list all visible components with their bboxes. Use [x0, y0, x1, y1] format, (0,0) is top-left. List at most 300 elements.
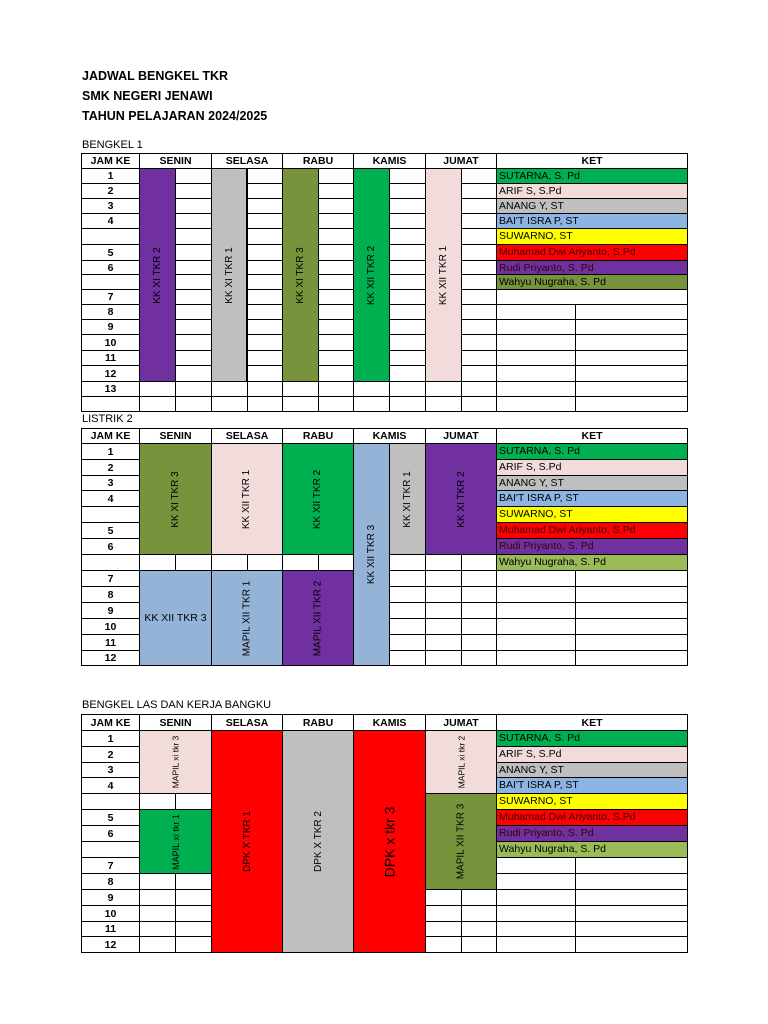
day-header-rabu: RABU	[282, 714, 354, 731]
grid-cell	[318, 260, 354, 275]
jam-cell: 1	[81, 168, 140, 184]
ket-cell	[575, 381, 688, 397]
grid-cell	[389, 634, 426, 651]
section-label-bengkel-las: BENGKEL LAS DAN KERJA BANGKU	[82, 699, 272, 711]
ket-cell	[575, 304, 688, 320]
teacher-legend: Muhamad Dwi Ariyanto, S.Pd	[496, 809, 688, 826]
day-header-kamis: KAMIS	[353, 153, 426, 169]
grid-cell	[425, 586, 462, 603]
block-label: KK XII TKR 1	[241, 469, 253, 529]
jam-cell: 2	[81, 746, 140, 763]
grid-cell	[175, 183, 212, 199]
grid-cell	[389, 260, 426, 275]
grid-cell	[139, 873, 176, 890]
day-header-rabu: RABU	[282, 428, 354, 444]
grid-cell	[389, 228, 426, 245]
schedule-block	[425, 168, 462, 382]
grid-cell	[461, 334, 497, 351]
grid-cell	[461, 183, 497, 199]
grid-cell	[461, 554, 497, 571]
day-header-rabu: RABU	[282, 153, 354, 169]
grid-cell	[389, 365, 426, 382]
grid-cell	[461, 396, 497, 412]
teacher-legend: ANANG Y, ST	[496, 762, 688, 778]
block-label: KK XI TKR 1	[223, 246, 235, 304]
jam-cell: 1	[81, 443, 140, 460]
grid-cell	[461, 586, 497, 603]
grid-cell	[318, 319, 354, 335]
schedule-block	[353, 730, 426, 953]
jam-cell: 6	[81, 825, 140, 842]
grid-cell	[425, 618, 462, 635]
grid-cell	[389, 396, 426, 412]
grid-cell	[282, 554, 319, 571]
grid-cell	[175, 905, 212, 922]
grid-cell	[389, 244, 426, 261]
grid-cell	[461, 650, 497, 666]
jam-cell: 2	[81, 183, 140, 199]
jam-cell: 11	[81, 350, 140, 366]
grid-cell	[389, 198, 426, 214]
grid-cell	[175, 793, 212, 810]
grid-cell	[461, 198, 497, 214]
grid-cell	[318, 334, 354, 351]
grid-cell	[389, 350, 426, 366]
ket-cell	[496, 396, 576, 412]
ket-cell	[496, 889, 576, 906]
ket-cell	[496, 921, 576, 937]
ket-cell	[575, 334, 688, 351]
ket-cell	[496, 570, 576, 587]
ket-cell	[496, 586, 576, 603]
grid-cell	[389, 304, 426, 320]
section-label-listrik-2: LISTRIK 2	[82, 413, 133, 425]
grid-cell	[282, 381, 319, 397]
grid-cell	[389, 570, 426, 587]
teacher-legend: ARIF S, S.Pd	[496, 746, 688, 763]
grid-cell	[175, 213, 212, 229]
grid-cell	[175, 889, 212, 906]
jam-cell: 5	[81, 809, 140, 826]
day-header-selasa: SELASA	[211, 714, 283, 731]
grid-cell	[461, 602, 497, 619]
grid-cell	[175, 304, 212, 320]
grid-cell	[389, 183, 426, 199]
jam-cell: 13	[81, 381, 140, 397]
grid-cell	[175, 350, 212, 366]
block-label: MAPIL xi tkr 2	[456, 735, 466, 789]
jam-cell: 12	[81, 936, 140, 953]
grid-cell	[425, 905, 462, 922]
jam-cell	[81, 274, 140, 290]
schedule-block	[139, 168, 176, 382]
grid-cell	[461, 889, 497, 906]
jam-cell: 11	[81, 921, 140, 937]
day-header-jumat: JUMAT	[425, 428, 497, 444]
grid-cell	[318, 396, 354, 412]
grid-cell	[247, 350, 283, 366]
grid-cell	[461, 319, 497, 335]
ket-cell	[575, 650, 688, 666]
day-header-kamis: KAMIS	[353, 428, 426, 444]
grid-cell	[389, 586, 426, 603]
grid-cell	[389, 168, 426, 184]
grid-cell	[247, 228, 283, 245]
grid-cell	[425, 570, 462, 587]
jam-cell	[81, 506, 140, 523]
ket-cell	[496, 857, 576, 874]
schedule-block	[389, 443, 426, 555]
teacher-legend: Wahyu Nugraha, S. Pd	[496, 274, 688, 290]
grid-cell	[282, 396, 319, 412]
ket-cell	[496, 381, 576, 397]
block-label: KK XII TKR 2	[312, 469, 324, 529]
jam-cell: 9	[81, 602, 140, 619]
grid-cell	[211, 396, 248, 412]
grid-cell	[425, 889, 462, 906]
grid-cell	[139, 381, 176, 397]
grid-cell	[461, 634, 497, 651]
schedule-block	[425, 730, 497, 794]
block-label: MAPIL XII TKR 2	[312, 580, 324, 656]
schedule-block	[211, 168, 247, 382]
schedule-block	[139, 570, 212, 666]
grid-cell	[175, 936, 212, 953]
grid-cell	[318, 365, 354, 382]
schedule-block	[353, 168, 390, 382]
block-label: DPK X TKR 1	[241, 811, 253, 872]
grid-cell	[461, 618, 497, 635]
grid-cell	[461, 381, 497, 397]
ket-cell	[575, 350, 688, 366]
grid-cell	[425, 554, 462, 571]
grid-cell	[389, 213, 426, 229]
ket-cell	[496, 650, 576, 666]
grid-cell	[461, 365, 497, 382]
jam-cell: 3	[81, 198, 140, 214]
jam-cell: 3	[81, 475, 140, 491]
ket-cell	[575, 873, 688, 890]
day-header-selasa: SELASA	[211, 153, 283, 169]
jam-cell: 6	[81, 260, 140, 275]
grid-cell	[139, 554, 176, 571]
grid-cell	[247, 289, 283, 305]
jam-cell	[81, 793, 140, 810]
grid-cell	[175, 274, 212, 290]
jam-cell: 7	[81, 289, 140, 305]
ket-cell	[496, 634, 576, 651]
grid-cell	[461, 168, 497, 184]
jam-cell: 3	[81, 762, 140, 778]
grid-cell	[425, 396, 462, 412]
jam-cell: 4	[81, 490, 140, 507]
schedule-block	[353, 443, 390, 666]
grid-cell	[389, 602, 426, 619]
ket-cell	[496, 936, 576, 953]
grid-cell	[247, 396, 283, 412]
jam-cell: 1	[81, 730, 140, 747]
schedule-block	[282, 168, 319, 382]
schedule-block	[425, 793, 497, 890]
ket-header: KET	[496, 714, 688, 731]
schedule-block	[211, 443, 283, 555]
block-label: DPK X TKR 2	[312, 811, 324, 872]
grid-cell	[175, 873, 212, 890]
teacher-legend: Rudi Priyanto, S. Pd	[496, 825, 688, 842]
ket-cell	[575, 319, 688, 335]
ket-cell	[496, 365, 576, 382]
grid-cell	[461, 213, 497, 229]
grid-cell	[389, 381, 426, 397]
block-label: KK XII TKR 3	[366, 524, 378, 585]
teacher-legend: BAI'T ISRA P, ST	[496, 777, 688, 794]
schedule-block	[282, 443, 354, 555]
ket-cell	[496, 618, 576, 635]
grid-cell	[175, 228, 212, 245]
grid-cell	[139, 921, 176, 937]
jam-cell	[81, 396, 140, 412]
grid-cell	[318, 350, 354, 366]
grid-cell	[461, 350, 497, 366]
grid-cell	[175, 260, 212, 275]
jam-ke-header: JAM KE	[81, 428, 140, 444]
teacher-legend: Muhamad Dwi Ariyanto, S.Pd	[496, 244, 688, 261]
grid-cell	[247, 213, 283, 229]
grid-cell	[318, 198, 354, 214]
grid-cell	[353, 396, 390, 412]
ket-cell	[496, 304, 576, 320]
jam-cell: 10	[81, 905, 140, 922]
grid-cell	[461, 244, 497, 261]
grid-cell	[247, 554, 283, 571]
grid-cell	[318, 244, 354, 261]
jam-cell: 12	[81, 650, 140, 666]
grid-cell	[247, 183, 283, 199]
ket-cell	[575, 365, 688, 382]
schedule-block	[211, 730, 283, 953]
teacher-legend: BAI'T ISRA P, ST	[496, 213, 688, 229]
ket-cell	[575, 857, 688, 874]
grid-cell	[175, 289, 212, 305]
ket-cell	[575, 936, 688, 953]
grid-cell	[461, 260, 497, 275]
ket-header: KET	[496, 428, 688, 444]
grid-cell	[461, 289, 497, 305]
jam-cell	[81, 228, 140, 245]
teacher-legend: ANANG Y, ST	[496, 475, 688, 491]
block-label: KK XI TKR 2	[455, 470, 467, 528]
block-label: KK XI TKR 3	[295, 246, 307, 304]
block-label: MAPIL XII TKR 3	[455, 803, 467, 880]
block-label: MAPIL xi tkr 1	[170, 813, 181, 870]
grid-cell	[425, 381, 462, 397]
block-label: KK XI TKR 1	[402, 470, 414, 528]
ket-cell	[575, 921, 688, 937]
jam-cell: 9	[81, 889, 140, 906]
block-label: DPK x tkr 3	[381, 806, 398, 877]
ket-cell	[575, 602, 688, 619]
teacher-legend: ARIF S, S.Pd	[496, 183, 688, 199]
ket-header: KET	[496, 153, 688, 169]
teacher-legend: Muhamad Dwi Ariyanto, S.Pd	[496, 522, 688, 539]
teacher-legend: BAI'T ISRA P, ST	[496, 490, 688, 507]
grid-cell	[139, 396, 176, 412]
teacher-legend: Wahyu Nugraha, S. Pd	[496, 841, 688, 858]
teacher-legend: Rudi Priyanto, S. Pd	[496, 260, 688, 275]
grid-cell	[175, 396, 212, 412]
grid-cell	[175, 168, 212, 184]
grid-cell	[389, 650, 426, 666]
block-label: KK XII TKR 1	[438, 245, 450, 305]
jam-cell: 10	[81, 618, 140, 635]
grid-cell	[211, 554, 248, 571]
block-label: KK XII TKR 3	[144, 612, 207, 624]
ket-cell	[496, 350, 576, 366]
grid-cell	[247, 304, 283, 320]
ket-cell	[575, 618, 688, 635]
block-label: KK XI TKR 2	[152, 246, 164, 304]
grid-cell	[175, 334, 212, 351]
ket-cell	[575, 570, 688, 587]
grid-cell	[389, 554, 426, 571]
teacher-legend: SUWARNO, ST	[496, 793, 688, 810]
day-header-kamis: KAMIS	[353, 714, 426, 731]
grid-cell	[461, 274, 497, 290]
grid-cell	[318, 304, 354, 320]
grid-cell	[175, 198, 212, 214]
schedule-block	[139, 443, 212, 555]
schedule-block	[282, 730, 354, 953]
schedule-block	[139, 730, 212, 794]
teacher-legend: Wahyu Nugraha, S. Pd	[496, 554, 688, 571]
grid-cell	[425, 921, 462, 937]
schedule-block	[139, 809, 212, 874]
grid-cell	[318, 289, 354, 305]
grid-cell	[318, 213, 354, 229]
jam-cell	[81, 554, 140, 571]
grid-cell	[461, 921, 497, 937]
grid-cell	[461, 304, 497, 320]
jam-cell: 10	[81, 334, 140, 351]
ket-cell	[575, 889, 688, 906]
grid-cell	[318, 274, 354, 290]
teacher-legend: ARIF S, S.Pd	[496, 459, 688, 476]
grid-cell	[461, 905, 497, 922]
grid-cell	[247, 334, 283, 351]
jam-cell: 2	[81, 459, 140, 476]
grid-cell	[318, 381, 354, 397]
grid-cell	[389, 289, 426, 305]
day-header-selasa: SELASA	[211, 428, 283, 444]
grid-cell	[211, 381, 248, 397]
grid-cell	[318, 554, 354, 571]
ket-cell	[496, 602, 576, 619]
ket-cell	[496, 319, 576, 335]
jam-cell: 8	[81, 304, 140, 320]
jam-cell: 7	[81, 570, 140, 587]
grid-cell	[247, 168, 283, 184]
grid-cell	[318, 228, 354, 245]
grid-cell	[425, 602, 462, 619]
block-label: MAPIL XII TKR 1	[241, 580, 253, 656]
grid-cell	[318, 168, 354, 184]
jam-cell: 4	[81, 213, 140, 229]
jam-cell: 8	[81, 586, 140, 603]
grid-cell	[175, 244, 212, 261]
grid-cell	[175, 319, 212, 335]
grid-cell	[247, 274, 283, 290]
schedule-block	[425, 443, 497, 555]
jam-cell: 11	[81, 634, 140, 651]
grid-cell	[139, 793, 176, 810]
grid-cell	[175, 381, 212, 397]
grid-cell	[247, 365, 283, 382]
teacher-legend: SUWARNO, ST	[496, 506, 688, 523]
grid-cell	[175, 554, 212, 571]
grid-cell	[389, 334, 426, 351]
jam-cell: 4	[81, 777, 140, 794]
jam-ke-header: JAM KE	[81, 153, 140, 169]
jam-cell	[81, 841, 140, 858]
grid-cell	[461, 570, 497, 587]
teacher-legend: Rudi Priyanto, S. Pd	[496, 538, 688, 555]
section-label-bengkel-1: BENGKEL 1	[82, 139, 143, 151]
block-label: KK XII TKR 2	[366, 245, 378, 305]
grid-cell	[425, 936, 462, 953]
title-line-2: SMK NEGERI JENAWI	[82, 89, 213, 103]
jam-cell: 12	[81, 365, 140, 382]
grid-cell	[461, 228, 497, 245]
day-header-senin: SENIN	[139, 428, 212, 444]
grid-cell	[247, 260, 283, 275]
schedule-block	[211, 570, 283, 666]
grid-cell	[175, 921, 212, 937]
grid-cell	[389, 618, 426, 635]
ket-cell	[575, 586, 688, 603]
grid-cell	[425, 650, 462, 666]
ket-cell	[496, 905, 576, 922]
grid-cell	[139, 936, 176, 953]
ket-cell	[496, 873, 576, 890]
title-line-1: JADWAL BENGKEL TKR	[82, 69, 229, 83]
grid-cell	[139, 889, 176, 906]
grid-cell	[247, 381, 283, 397]
day-header-senin: SENIN	[139, 153, 212, 169]
day-header-jumat: JUMAT	[425, 153, 497, 169]
block-label: KK XI TKR 3	[169, 470, 181, 528]
grid-cell	[389, 319, 426, 335]
ket-cell	[496, 334, 576, 351]
title-line-3: TAHUN PELAJARAN 2024/2025	[82, 109, 268, 123]
teacher-legend: ANANG Y, ST	[496, 198, 688, 214]
grid-cell	[247, 244, 283, 261]
jam-cell: 5	[81, 522, 140, 539]
grid-cell	[247, 319, 283, 335]
grid-cell	[247, 198, 283, 214]
day-header-senin: SENIN	[139, 714, 212, 731]
jam-cell: 6	[81, 538, 140, 555]
ket-cell	[575, 905, 688, 922]
teacher-legend: SUTARNA, S. Pd	[496, 730, 688, 747]
grid-cell	[389, 274, 426, 290]
jam-ke-header: JAM KE	[81, 714, 140, 731]
teacher-legend: SUWARNO, ST	[496, 228, 688, 245]
jam-cell: 9	[81, 319, 140, 335]
jam-cell: 5	[81, 244, 140, 261]
teacher-legend: SUTARNA, S. Pd	[496, 443, 688, 460]
grid-cell	[353, 381, 390, 397]
grid-cell	[139, 905, 176, 922]
